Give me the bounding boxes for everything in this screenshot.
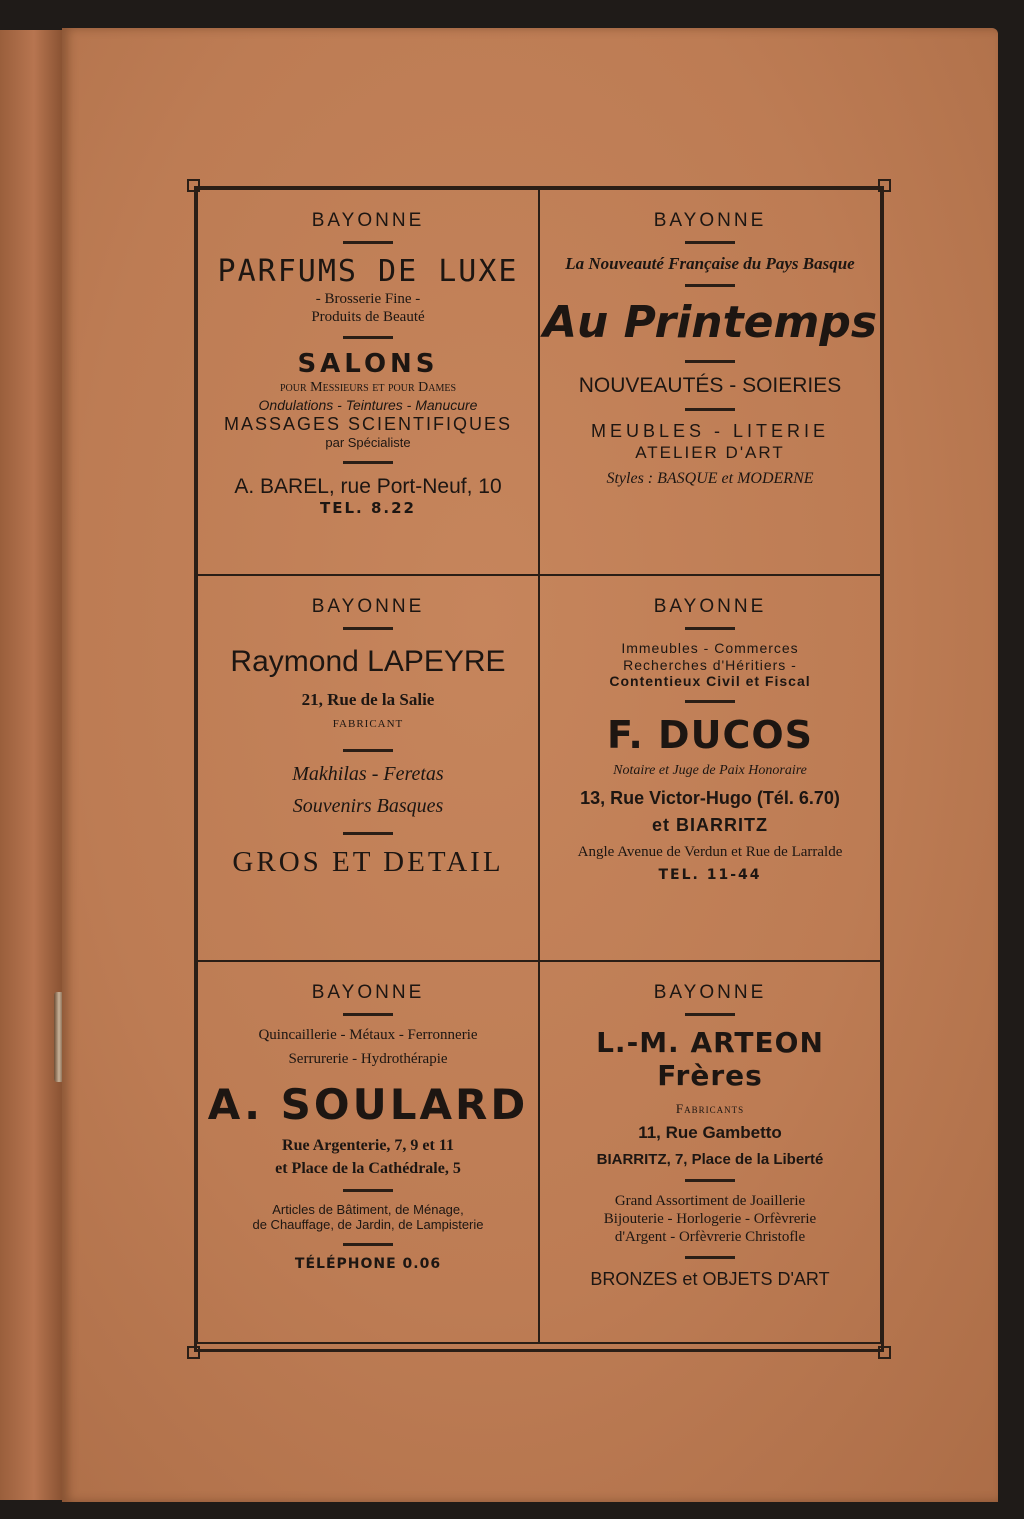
divider [343,461,393,464]
ad-lapeyre [196,574,540,962]
ad-city: BAYONNE [311,596,425,617]
ad-name: Raymond LAPEYRE [230,644,506,678]
divider [685,1179,735,1182]
ad-line: - Brosserie Fine - [315,290,421,307]
ad-address: 21, Rue de la Salie [301,689,435,709]
ad-footer: BRONZES et OBJETS D'ART [590,1268,830,1289]
ad-city: BAYONNE [653,596,767,617]
ad-name: F. DUCOS [607,713,813,758]
ad-line: Recherches d'Héritiers - [623,656,797,673]
ad-address: BIARRITZ, 7, Place de la Liberté [596,1150,824,1168]
ad-line: Styles : BASQUE et MODERNE [606,470,814,488]
ad-line: FABRICANT [332,718,404,731]
ad-name: Au Printemps [542,297,878,349]
divider [685,1013,735,1016]
ad-city: BAYONNE [311,210,425,231]
advertisement-grid [194,186,884,1352]
ad-line: Articles de Bâtiment, de Ménage, [272,1201,464,1217]
ad-line: d'Argent - Orfèvrerie Christofle [614,1228,806,1245]
ad-line: Bijouterie - Horlogerie - Orfèvrerie [603,1210,817,1227]
ad-line: Souvenirs Basques [292,795,444,818]
ad-line: pour Messieurs et pour Dames [279,379,457,395]
ad-line: ATELIER D'ART [635,442,785,462]
ad-line: Immeubles - Commerces [621,639,799,656]
divider [343,336,393,339]
ad-tagline: La Nouveauté Française du Pays Basque [565,253,855,273]
ad-telephone: TEL. 8.22 [320,498,416,517]
divider [343,241,393,244]
ad-line: Fabricants [675,1100,745,1116]
ad-city: BAYONNE [653,982,767,1003]
corner-ornament [878,1346,891,1359]
ad-parfums-barel [196,188,540,576]
divider [343,1013,393,1016]
ad-address: Rue Argenterie, 7, 9 et 11 [282,1137,454,1155]
ad-line: Serrurerie - Hydrothérapie [288,1050,448,1067]
ad-headline: PARFUMS DE LUXE [217,253,519,289]
ad-line: MASSAGES SCIENTIFIQUES [223,413,513,434]
ad-footer: GROS ET DETAIL [232,846,504,879]
divider [343,1189,393,1192]
ad-address: A. BAREL, rue Port-Neuf, 10 [234,474,502,498]
ad-telephone: TEL. 11-44 [658,866,762,883]
ad-line: MEUBLES - LITERIE [590,421,830,442]
divider [343,627,393,630]
ad-soulard [196,960,540,1344]
ad-address: 13, Rue Victor-Hugo (Tél. 6.70) [580,787,840,808]
divider [685,627,735,630]
ad-line: Grand Assortiment de Joaillerie [614,1192,806,1209]
ad-address: et Place de la Cathédrale, 5 [275,1160,461,1178]
ad-address: 11, Rue Gambetto [638,1122,782,1142]
ad-line: Ondulations - Teintures - Manucure [258,396,478,413]
ad-line: NOUVEAUTÉS - SOIERIES [578,373,842,397]
ad-line: Quincaillerie - Métaux - Ferronnerie [258,1026,478,1043]
corner-ornament [878,179,891,192]
ad-arteon [538,960,882,1344]
corner-ornament [187,179,200,192]
book-spine [0,30,62,1500]
divider [343,1243,393,1246]
divider [343,832,393,835]
ad-line: Produits de Beauté [311,308,425,325]
divider [685,241,735,244]
ad-line: par Spécialiste [325,435,411,451]
ad-line: Angle Avenue de Verdun et Rue de Larralde [577,843,843,860]
divider [685,360,735,363]
ad-line: de Chauffage, de Jardin, de Lampisterie [252,1217,484,1233]
ad-au-printemps [538,188,882,576]
ad-line: et BIARRITZ [652,815,768,836]
ad-salons: SALONS [297,348,439,379]
ad-telephone: TÉLÉPHONE 0.06 [294,1255,442,1272]
divider [685,408,735,411]
ad-city: BAYONNE [653,210,767,231]
corner-ornament [187,1346,200,1359]
ad-line: Notaire et Juge de Paix Honoraire [613,762,807,778]
ad-line: Makhilas - Feretas [292,763,444,786]
ad-name: A. SOULARD [207,1079,529,1129]
divider [685,1256,735,1259]
ad-city: BAYONNE [311,982,425,1003]
divider [685,284,735,287]
divider [685,700,735,703]
ad-ducos [538,574,882,962]
ad-name: L.-M. ARTEON Frères [596,1025,824,1093]
ad-line: Contentieux Civil et Fiscal [609,673,811,690]
divider [343,749,393,752]
